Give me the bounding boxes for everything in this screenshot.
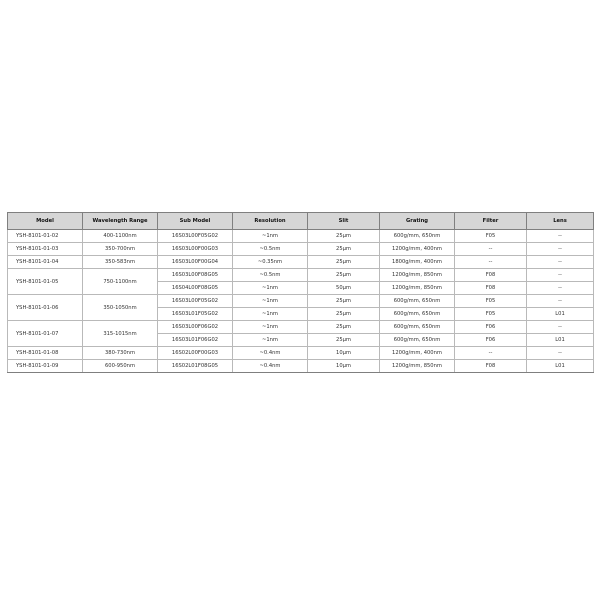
table-header-row: [8, 213, 594, 230]
cell-lens: --: [527, 269, 594, 282]
cell-filter: F05: [455, 230, 527, 243]
cell-grating: 600g/mm, 650nm: [380, 230, 455, 243]
cell-wavelength-range: 380-730nm: [83, 347, 158, 360]
cell-sub-model: 16S02L01F08G05: [158, 360, 233, 373]
cell-lens: --: [527, 230, 594, 243]
cell-grating: 600g/mm, 650nm: [380, 295, 455, 308]
cell-sub-model: 16S03L00F00G03: [158, 243, 233, 256]
cell-lens: L01: [527, 308, 594, 321]
cell-resolution: ~1nm: [233, 321, 308, 334]
cell-wavelength-range: 600-950nm: [83, 360, 158, 373]
cell-filter: F08: [455, 269, 527, 282]
cell-grating: 1800g/mm, 400nm: [380, 256, 455, 269]
cell-lens: --: [527, 347, 594, 360]
cell-lens: --: [527, 256, 594, 269]
cell-resolution: ~0.5nm: [233, 243, 308, 256]
cell-slit: 25μm: [308, 243, 380, 256]
cell-slit: 25μm: [308, 295, 380, 308]
cell-slit: 25μm: [308, 256, 380, 269]
cell-sub-model: 16S03L01F06G02: [158, 334, 233, 347]
header-lens: Lens: [527, 213, 594, 230]
cell-filter: --: [455, 243, 527, 256]
cell-slit: 25μm: [308, 334, 380, 347]
table-row: [8, 347, 594, 360]
header-slit: Slit: [308, 213, 380, 230]
header-grating: Grating: [380, 213, 455, 230]
table-row: [8, 269, 594, 282]
cell-lens: --: [527, 295, 594, 308]
cell-model: YSH-8101-01-07: [8, 321, 83, 347]
cell-grating: 1200g/mm, 400nm: [380, 243, 455, 256]
cell-resolution: ~1nm: [233, 308, 308, 321]
cell-resolution: ~0.4nm: [233, 360, 308, 373]
cell-filter: --: [455, 347, 527, 360]
header-filter: Filter: [455, 213, 527, 230]
cell-wavelength-range: 315-1015nm: [83, 321, 158, 347]
cell-sub-model: 16S03L00F06G02: [158, 321, 233, 334]
cell-model: YSH-8101-01-03: [8, 243, 83, 256]
cell-filter: --: [455, 256, 527, 269]
cell-filter: F05: [455, 295, 527, 308]
table-row: [8, 230, 594, 243]
cell-sub-model: 16S04L00F08G05: [158, 282, 233, 295]
spec-table: [7, 212, 594, 373]
cell-grating: 1200g/mm, 850nm: [380, 269, 455, 282]
cell-resolution: ~1nm: [233, 334, 308, 347]
cell-wavelength-range: 350-583nm: [83, 256, 158, 269]
cell-wavelength-range: 350-1050nm: [83, 295, 158, 321]
cell-filter: F06: [455, 334, 527, 347]
cell-slit: 25μm: [308, 308, 380, 321]
cell-sub-model: 16S03L00F05G02: [158, 295, 233, 308]
cell-slit: 50μm: [308, 282, 380, 295]
cell-model: YSH-8101-01-04: [8, 256, 83, 269]
cell-sub-model: 16S02L00F00G03: [158, 347, 233, 360]
cell-resolution: ~0.5nm: [233, 269, 308, 282]
cell-grating: 600g/mm, 650nm: [380, 308, 455, 321]
cell-wavelength-range: 750-1100nm: [83, 269, 158, 295]
cell-slit: 25μm: [308, 230, 380, 243]
table-row: [8, 360, 594, 373]
cell-sub-model: 16S03L01F05G02: [158, 308, 233, 321]
cell-lens: --: [527, 321, 594, 334]
cell-wavelength-range: 400-1100nm: [83, 230, 158, 243]
cell-sub-model: 16S03L00F08G05: [158, 269, 233, 282]
table-row: [8, 243, 594, 256]
cell-resolution: ~1nm: [233, 295, 308, 308]
cell-filter: F06: [455, 321, 527, 334]
cell-grating: 600g/mm, 650nm: [380, 334, 455, 347]
cell-lens: --: [527, 282, 594, 295]
cell-slit: 10μm: [308, 360, 380, 373]
cell-wavelength-range: 350-700nm: [83, 243, 158, 256]
cell-model: YSH-8101-01-08: [8, 347, 83, 360]
cell-resolution: ~1nm: [233, 230, 308, 243]
cell-filter: F05: [455, 308, 527, 321]
table-row: [8, 321, 594, 334]
cell-slit: 10μm: [308, 347, 380, 360]
header-wavelength-range: Wavelength Range: [83, 213, 158, 230]
cell-resolution: ~0.4nm: [233, 347, 308, 360]
cell-grating: 600g/mm, 650nm: [380, 321, 455, 334]
cell-model: YSH-8101-01-09: [8, 360, 83, 373]
cell-model: YSH-8101-01-05: [8, 269, 83, 295]
cell-filter: F08: [455, 282, 527, 295]
table-row: [8, 256, 594, 269]
cell-resolution: ~0.35nm: [233, 256, 308, 269]
cell-sub-model: 16S03L00F00G04: [158, 256, 233, 269]
header-model: Model: [8, 213, 83, 230]
cell-resolution: ~1nm: [233, 282, 308, 295]
header-sub-model: Sub Model: [158, 213, 233, 230]
cell-slit: 25μm: [308, 269, 380, 282]
cell-grating: 1200g/mm, 850nm: [380, 360, 455, 373]
cell-sub-model: 16S03L00F05G02: [158, 230, 233, 243]
table-body: [8, 230, 594, 373]
cell-grating: 1200g/mm, 400nm: [380, 347, 455, 360]
cell-filter: F08: [455, 360, 527, 373]
cell-model: YSH-8101-01-02: [8, 230, 83, 243]
cell-lens: L01: [527, 334, 594, 347]
cell-lens: L01: [527, 360, 594, 373]
cell-slit: 25μm: [308, 321, 380, 334]
cell-lens: --: [527, 243, 594, 256]
table-row: [8, 295, 594, 308]
header-resolution: Resolution: [233, 213, 308, 230]
cell-model: YSH-8101-01-06: [8, 295, 83, 321]
cell-grating: 1200g/mm, 850nm: [380, 282, 455, 295]
